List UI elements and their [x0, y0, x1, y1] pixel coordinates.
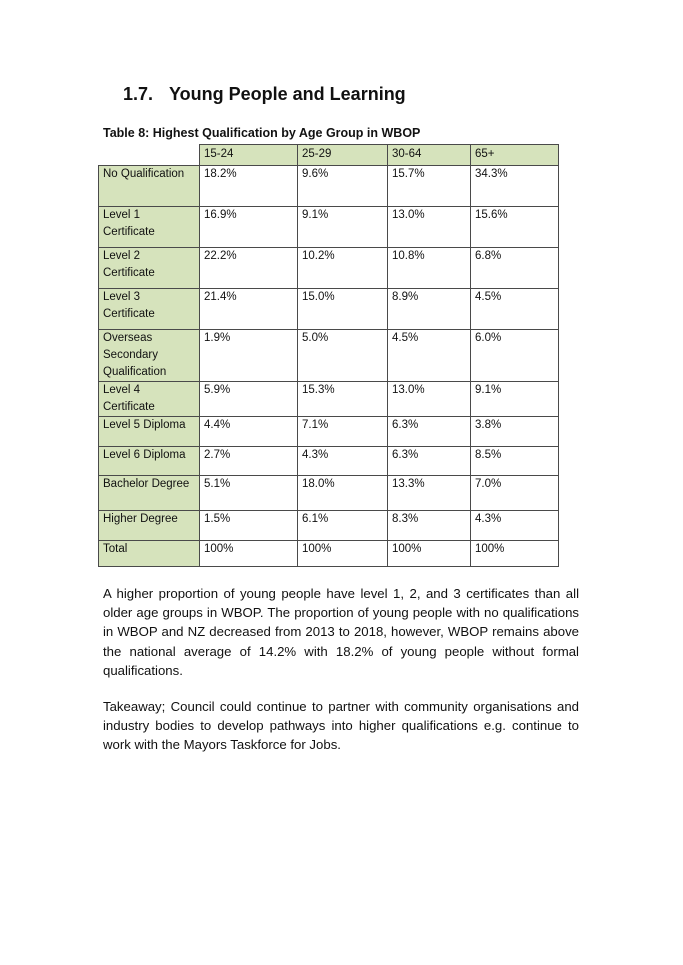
table-cell: 9.1% [471, 382, 559, 417]
table-cell: 6.3% [388, 447, 471, 476]
table-row [99, 417, 559, 447]
takeaway-paragraph: Takeaway; Council could continue to partner with community organisations and industry bodies to develop pathways into higher qualifications e.g. continue to work with the Mayors Taskforce for Jobs. [103, 699, 579, 753]
table-cell: 100% [388, 541, 471, 567]
table-cell: 34.3% [471, 166, 559, 207]
column-header: 30-64 [388, 145, 471, 166]
row-label: Level 5 Diploma [99, 417, 200, 447]
table-cell: 5.9% [200, 382, 298, 417]
column-header: 15-24 [200, 145, 298, 166]
table-cell: 18.0% [298, 476, 388, 511]
table-cell: 6.1% [298, 511, 388, 541]
row-label: Level 2 Certificate [99, 248, 200, 289]
row-label: Level 4 Certificate [99, 382, 200, 417]
table-cell: 4.3% [298, 447, 388, 476]
table-row [99, 289, 559, 330]
table-row [99, 330, 559, 382]
row-label: Bachelor Degree [99, 476, 200, 511]
table-cell: 10.8% [388, 248, 471, 289]
table-cell: 8.3% [388, 511, 471, 541]
table-cell: 7.0% [471, 476, 559, 511]
table-cell: 15.7% [388, 166, 471, 207]
table-cell: 4.3% [471, 511, 559, 541]
table-caption: Table 8: Highest Qualification by Age Group in WBOP [103, 126, 421, 140]
table-cell: 100% [298, 541, 388, 567]
table-cell: 15.0% [298, 289, 388, 330]
table-cell: 13.0% [388, 207, 471, 248]
table-cell: 8.5% [471, 447, 559, 476]
table-cell: 9.6% [298, 166, 388, 207]
table-cell: 21.4% [200, 289, 298, 330]
table-cell: 10.2% [298, 248, 388, 289]
column-header: 65+ [471, 145, 559, 166]
table-cell: 4.5% [388, 330, 471, 382]
section-title: Young People and Learning [169, 84, 406, 104]
row-label: No Qualification [99, 166, 200, 207]
row-label: Higher Degree [99, 511, 200, 541]
table-cell: 6.3% [388, 417, 471, 447]
table-cell: 13.3% [388, 476, 471, 511]
table-cell: 15.6% [471, 207, 559, 248]
row-label: Overseas Secondary Qualification [99, 330, 200, 382]
table-cell: 7.1% [298, 417, 388, 447]
table-row [99, 447, 559, 476]
body-paragraph: A higher proportion of young people have level 1, 2, and 3 certificates than all older age groups in WBOP. The proportion of young people with no qualifications in WBOP and NZ decreased from 2013 to 2018, however, WBOP remains above the national average of 14.2% with 18.2% of young people without formal qualifications. [103, 586, 579, 678]
table-cell: 1.5% [200, 511, 298, 541]
table-cell: 4.4% [200, 417, 298, 447]
table-cell: 3.8% [471, 417, 559, 447]
table-row [99, 166, 559, 207]
table-cell: 18.2% [200, 166, 298, 207]
table-cell: 16.9% [200, 207, 298, 248]
table-cell: 100% [471, 541, 559, 567]
table-row [99, 207, 559, 248]
section-heading [123, 84, 406, 105]
section-number: 1.7. [123, 84, 154, 104]
table-row [99, 476, 559, 511]
row-label: Level 6 Diploma [99, 447, 200, 476]
table-cell: 22.2% [200, 248, 298, 289]
table-cell: 9.1% [298, 207, 388, 248]
table-cell: 4.5% [471, 289, 559, 330]
row-label: Level 1 Certificate [99, 207, 200, 248]
table-cell: 1.9% [200, 330, 298, 382]
table-row [99, 541, 559, 567]
table-cell: 6.0% [471, 330, 559, 382]
table-cell: 2.7% [200, 447, 298, 476]
table-header-row [99, 145, 559, 166]
column-header: 25-29 [298, 145, 388, 166]
table-cell: 5.1% [200, 476, 298, 511]
table-cell: 5.0% [298, 330, 388, 382]
header-corner-cell [99, 145, 200, 166]
row-label: Total [99, 541, 200, 567]
table-cell: 15.3% [298, 382, 388, 417]
table-cell: 100% [200, 541, 298, 567]
table-row [99, 382, 559, 417]
table-cell: 6.8% [471, 248, 559, 289]
table-row [99, 248, 559, 289]
qualification-table [98, 144, 559, 567]
row-label: Level 3 Certificate [99, 289, 200, 330]
table-cell: 8.9% [388, 289, 471, 330]
table-row [99, 511, 559, 541]
table-cell: 13.0% [388, 382, 471, 417]
